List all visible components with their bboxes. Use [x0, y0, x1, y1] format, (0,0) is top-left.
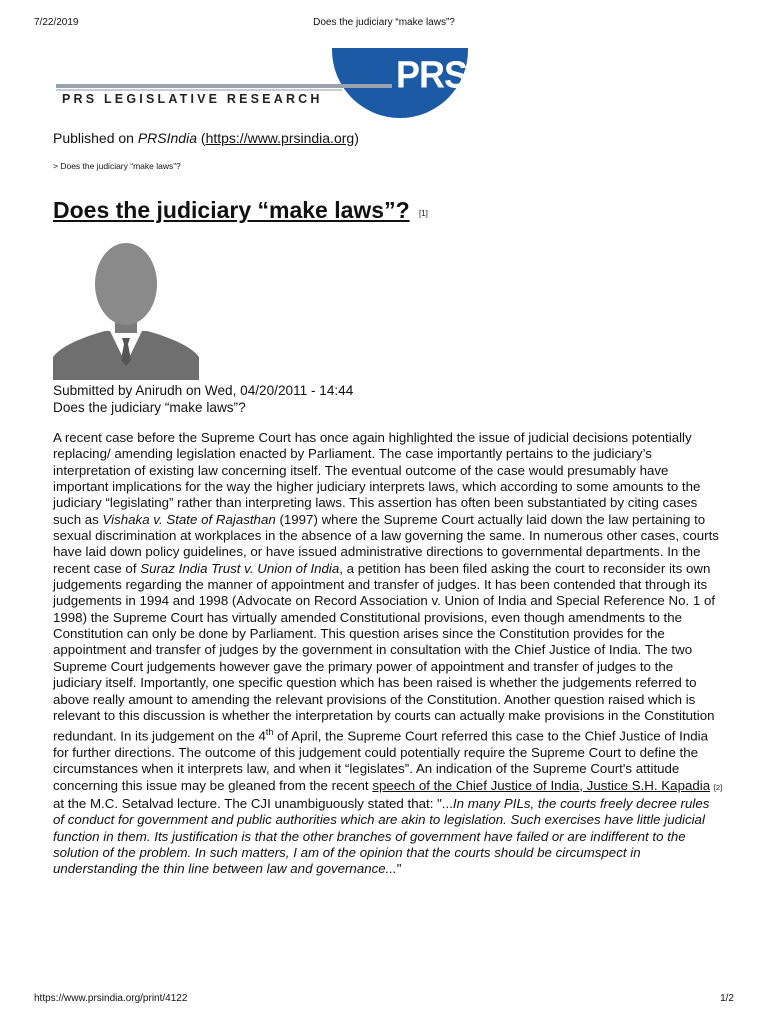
print-page-number: 1/2	[720, 993, 734, 1004]
print-page-title: Does the judiciary “make laws”?	[313, 17, 455, 28]
title-footnote-ref[interactable]: [1]	[419, 209, 428, 218]
speech-footnote-ref[interactable]: [2]	[713, 782, 723, 792]
submission-info	[53, 382, 353, 416]
print-date: 7/22/2019	[34, 17, 79, 28]
submitted-by: Submitted by Anirudh on Wed, 04/20/2011 - 14:44	[53, 383, 354, 398]
published-open: (	[197, 130, 206, 146]
breadcrumb[interactable]: > Does the judiciary “make laws”?	[53, 161, 181, 171]
article-body	[53, 430, 723, 878]
body-text: A recent case before the Supreme Court has once again highlighted the issue of judicial decisions potentially replacing/ amending legislation enacted by Parliament. The case importantly pertains to the judiciary’s interpretation of existing law concerning itself. The eventual outcome of the case would presumably have important implications for the way the higher judiciary interprets laws, which according to some amounts to the judiciary “legislating” rather than interpreting laws. This assertion has often been substantiated by citing cases such as	[53, 430, 701, 527]
article-subtitle: Does the judiciary “make laws”?	[53, 400, 246, 415]
published-prefix: Published on	[53, 130, 138, 146]
case-name: Vishaka v. State of Rajasthan	[102, 511, 276, 527]
author-avatar	[53, 240, 199, 380]
published-site: PRSIndia	[137, 130, 197, 146]
person-silhouette-icon	[53, 240, 199, 380]
body-text: (1997) where the Supreme Court actually laid down the law pertaining to sexual discrimination at workplaces in the absence of a law governing the same. In numerous other cases, courts have laid down policy guidelines, or have issued administrative directions to governmental departments. In the recent case of	[53, 511, 719, 576]
published-close: )	[354, 130, 359, 146]
logo-divider-thin	[56, 89, 342, 91]
ordinal-suffix: th	[265, 727, 274, 738]
print-url: https://www.prsindia.org/print/4122	[34, 993, 188, 1004]
logo-mark: PRS	[396, 52, 468, 96]
cji-quote: In many PILs, the courts freely decree rules of conduct for government and public authorities which are akin to legislation. Such exercises have little judicial function in them. Its justification is that the other branches of government have failed or are indifferent to the solution of the problem. In such matters, I am of the opinion that the courts should be circumspect in understanding the thin line between law and governance...	[53, 795, 710, 877]
published-line	[53, 130, 359, 146]
body-text: of April, the Supreme Court referred this case to the Chief Justice of India for further directions. The outcome of this judgement could potentially require the Supreme Court to define the circumstances when it interprets law, and when it “legislates”. An indication of the Supreme Court's attitude concerning this issue may be gleaned from the recent	[53, 728, 709, 793]
logo-wordmark: PRS LEGISLATIVE RESEARCH	[62, 92, 323, 106]
published-url-link[interactable]: https://www.prsindia.org	[205, 130, 355, 146]
logo-divider	[56, 84, 392, 88]
article-title[interactable]: Does the judiciary “make laws”?	[53, 197, 410, 223]
body-text: "	[396, 861, 402, 877]
body-text: at the M.C. Setalvad lecture. The CJI unambiguously stated that: "...	[53, 795, 453, 811]
prs-logo[interactable]	[56, 48, 476, 120]
body-text: , a petition has been filed asking the court to reconsider its own judgements regarding the manner of appointment and transfer of judges. It has been contended that through its judgements in 1994 and 1998 (Advocate on Record Association v. Union of India and Special Reference No. 1 of 1998) the Supreme Court has virtually amended Constitutional provisions, even though amendments to the Constitution can only be done by Parliament. This question arises since the Constitution provides for the appointment and transfer of judges by the government in consultation with the Chief Justice of India. The two Supreme Court judgements however gave the primary power of appointment and transfer of judges to the judiciary itself. Importantly, one specific question which has been raised is whether the judgements referred to above really amount to amending the relevant provisions of the Constitution. Another question raised which is relevant to this discussion is whether the interpretation by courts can actually make provisions in the Constitution redundant. In its judgement on the 4	[53, 560, 716, 744]
case-name: Suraz India Trust v. Union of India	[140, 560, 340, 576]
speech-link[interactable]: speech of the Chief Justice of India, Justice S.H. Kapadia	[372, 777, 711, 793]
